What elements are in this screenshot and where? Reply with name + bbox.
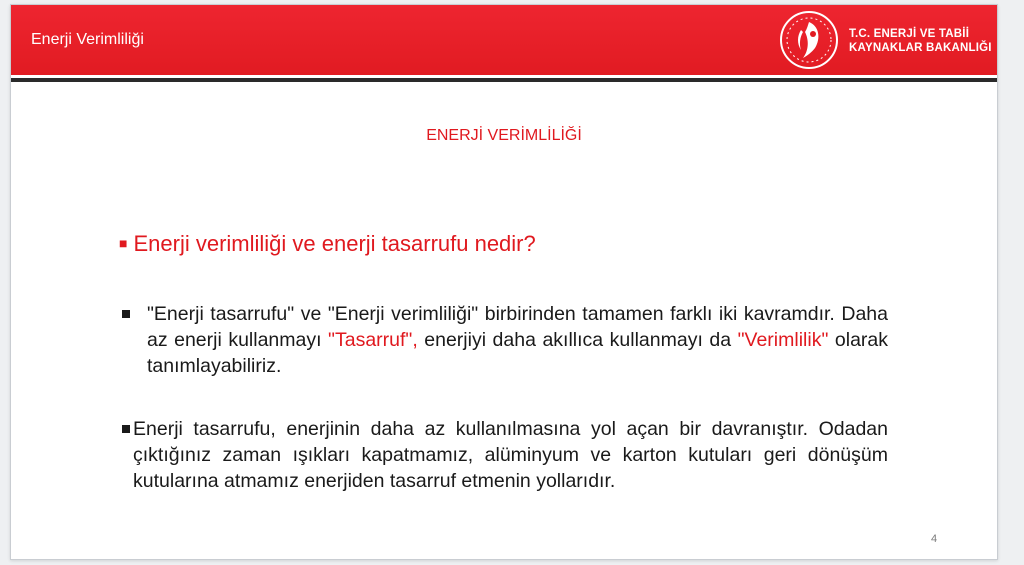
- highlight-tasarruf: "Tasarruf",: [328, 329, 418, 351]
- header-divider: [11, 78, 997, 82]
- paragraph-examples-text: Enerji tasarrufu, enerjinin daha az kullanılmasına yol açan bir davranıştır. Odadan çıktığınız zaman ışıkları kapatmamız, alüminyum ve karton kutuları geri dönüşüm kutularına atmamız enerjiden tasarruf etmenin yollarıdır.: [133, 418, 888, 492]
- highlight-verimlilik: "Verimlilik": [737, 329, 829, 351]
- bullet-square-icon: [122, 425, 130, 433]
- question-text: Enerji verimliliği ve enerji tasarrufu nedir?: [133, 231, 536, 256]
- ministry-name-line2: KAYNAKLAR BAKANLIĞI: [849, 42, 992, 54]
- ministry-name-line1: T.C. ENERJİ VE TABİİ: [849, 28, 970, 40]
- ministry-emblem-icon: [779, 10, 839, 70]
- paragraph-text-segment: "Enerji tasarrufu" ve "Enerji verimliliği" birbirinden tamamen farklı iki kavramdır. Daha az enerji kullanmayı: [147, 303, 888, 351]
- header-title: Enerji Verimliliği: [31, 31, 144, 48]
- paragraph-definitions: [118, 301, 888, 379]
- paragraph-examples: [118, 416, 888, 494]
- slide-title: ENERJİ VERİMLİLİĞİ: [426, 127, 582, 144]
- page-number: 4: [931, 533, 938, 545]
- bullet-icon: ■: [119, 235, 128, 251]
- paragraph-definitions-text: [147, 301, 888, 379]
- paragraph-text-segment: olarak tanımlayabiliriz.: [147, 329, 889, 377]
- slide-header: [11, 5, 997, 75]
- paragraph-text-segment: enerjiyi daha akıllıca kullanmayı da: [417, 329, 738, 351]
- question-heading: [119, 231, 536, 257]
- ministry-name: [849, 27, 992, 55]
- bullet-square-icon: [122, 310, 130, 318]
- slide: [10, 4, 998, 560]
